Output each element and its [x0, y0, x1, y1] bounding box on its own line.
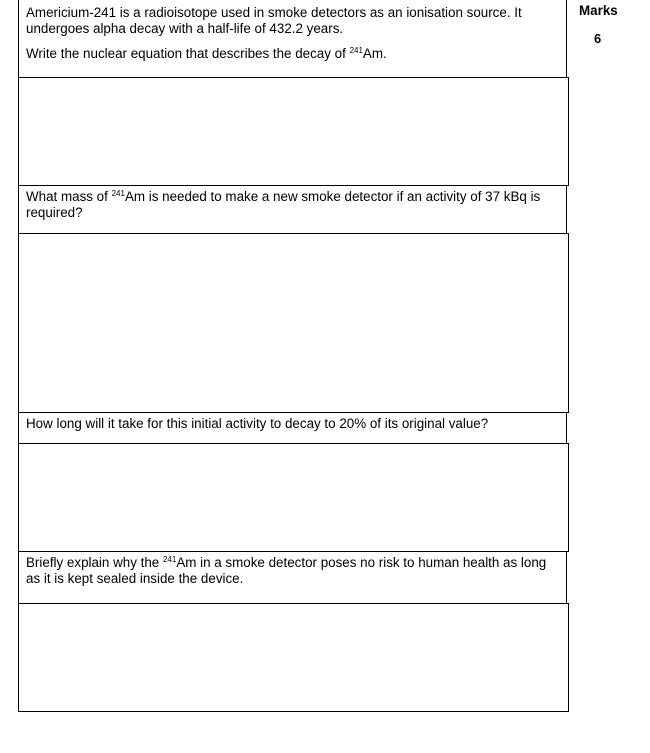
answer-box-3[interactable]	[18, 443, 569, 552]
question-3-text: How long will it take for this initial activity to decay to 20% of its original value?	[26, 416, 489, 431]
mass-number: 241	[111, 189, 125, 198]
question-2-text: What mass of $^{241}$Am is needed to make a new smoke detector if an activity of 37 kBq is	[26, 189, 541, 204]
mass-number: 241	[349, 46, 363, 55]
question-4-block	[18, 552, 567, 604]
question-4-text: Briefly explain why the $^{241}$Am in a smoke detector poses no risk to human health as long	[26, 555, 547, 570]
answer-box-1[interactable]	[18, 77, 569, 186]
question-2-text-line-2: required?	[26, 205, 83, 220]
mass-number: 241	[162, 555, 177, 564]
question-2-block	[18, 186, 567, 234]
marks-value: 6	[594, 31, 602, 46]
answer-box-2[interactable]	[18, 233, 569, 413]
question-3-block	[18, 413, 567, 444]
marks-header: Marks	[579, 3, 618, 18]
question-1-text: Write the nuclear equation that describes the decay of $^{241}$Am.	[26, 46, 387, 61]
answer-box-4[interactable]	[18, 603, 569, 712]
intro-line-1: Americium-241 is a radioisotope used in smoke detectors as an ionisation source. It	[26, 5, 522, 20]
question-1-block	[18, 0, 567, 78]
question-4-text-line-2: as it is kept sealed inside the device.	[26, 571, 244, 586]
intro-line-2: undergoes alpha decay with a half-life of 432.2 years.	[26, 21, 344, 36]
